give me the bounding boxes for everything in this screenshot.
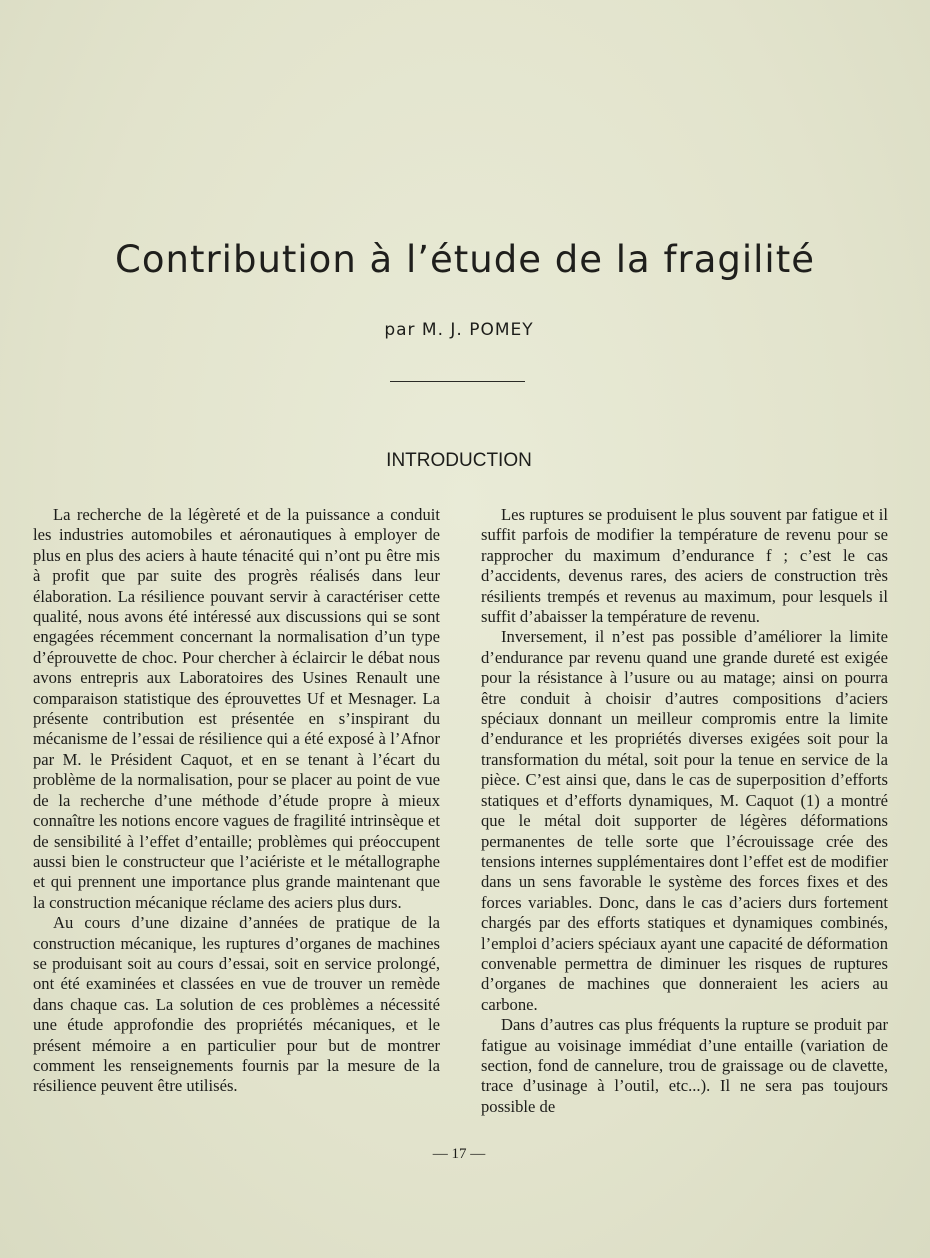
page-number: — 17 — [432, 1146, 486, 1162]
author-line: par M. J. POMEY [384, 320, 534, 340]
left-column [33, 505, 440, 1097]
paragraph: Inversement, il n’est pas possible d’améliorer la limite d’endurance par revenu quand une grande dureté est exigée pour la résistance à l’usure ou au matage; ainsi on pourra être conduit à choisir d’autres compositions d’aciers spéciaux donnant un meilleur compromis entre la limite d’endurance et les propriétés diverses exigées soit pour la transformation du métal, soit pour la tenue en service de la pièce. C’est ainsi que, dans le cas de superposition d’efforts statiques et d’efforts dynamiques, M. Caquot (1) a montré que le métal doit supporter de légères déformations permanentes de telle sorte que l’écrouissage crée des tensions internes supplémentaires dont l’effet est de modifier dans un sens favorable le système des forces fixes et des forces variables. Donc, dans le cas d’aciers durs fortement chargés par des efforts statiques et dynamiques combinés, l’emploi d’aciers spéciaux ayant une capacité de déformation convenable permettra de diminuer les risques de ruptures d’organes de machines que donneraient les aciers au carbone. [481, 627, 888, 1014]
paragraph: Dans d’autres cas plus fréquents la rupture se produit par fatigue au voisinage immédiat d’une entaille (variation de section, fond de cannelure, trou de graissage ou de clavette, trace d’usinage à l’outil, etc...). Il ne sera pas toujours possible de [481, 1015, 888, 1116]
paragraph: Les ruptures se produisent le plus souvent par fatigue et il suffit parfois de modifier la température de revenu pour se rapprocher du maximum d’endurance f ; c’est le cas d’accidents, devenus rares, des aciers de construction très résilients trempés et revenus au maximum, pour lesquels il suffit d’abaisser la température de revenu. [481, 505, 888, 627]
section-heading: INTRODUCTION [386, 450, 532, 471]
paragraph: La recherche de la légèreté et de la puissance a conduit les industries automobiles et aéronautiques à employer de plus en plus des aciers à haute ténacité qui n’ont pu être mis à profit que par suite des progrès réalisés dans leur élaboration. La résilience pouvant servir à caractériser cette qualité, nous avons été intéressé aux discussions qui se sont engagées récemment concernant la normalisation d’un type d’éprouvette de choc. Pour chercher à éclaircir le débat nous avons entrepris aux Laboratoires des Usines Renault une comparaison statistique des éprouvettes Uf et Mesnager. La présente contribution est présentée en s’inspirant du mécanisme de l’essai de résilience qui a été exposé à l’Afnor par M. le Président Caquot, et en se tenant à l’écart du problème de la normalisation, pour se placer au point de vue de la recherche d’une méthode d’étude propre à mieux connaître les notions encore vagues de fragilité intrinsèque et de sensibilité à l’effet d’entaille; problèmes qui préoccupent aussi bien le constructeur que l’aciériste et le métallographe et qui prennent une importance plus grande maintenant que la construction mécanique réclame des aciers plus durs. [33, 505, 440, 912]
page-title: Contribution à l’étude de la fragilité [115, 238, 815, 281]
title-divider [390, 381, 525, 382]
right-column [481, 505, 888, 1117]
paragraph: Au cours d’une dizaine d’années de pratique de la construction mécanique, les ruptures d’organes de machines se produisant soit au cours d’essai, soit en service prolongé, ont été examinées et classées en vue de trouver un remède dans chaque cas. La solution de ces problèmes a nécessité une étude approfondie des propriétés mécaniques, et le présent mémoire a en particulier pour but de montrer comment les renseignements fournis par la mesure de la résilience peuvent être utilisés. [33, 913, 440, 1096]
